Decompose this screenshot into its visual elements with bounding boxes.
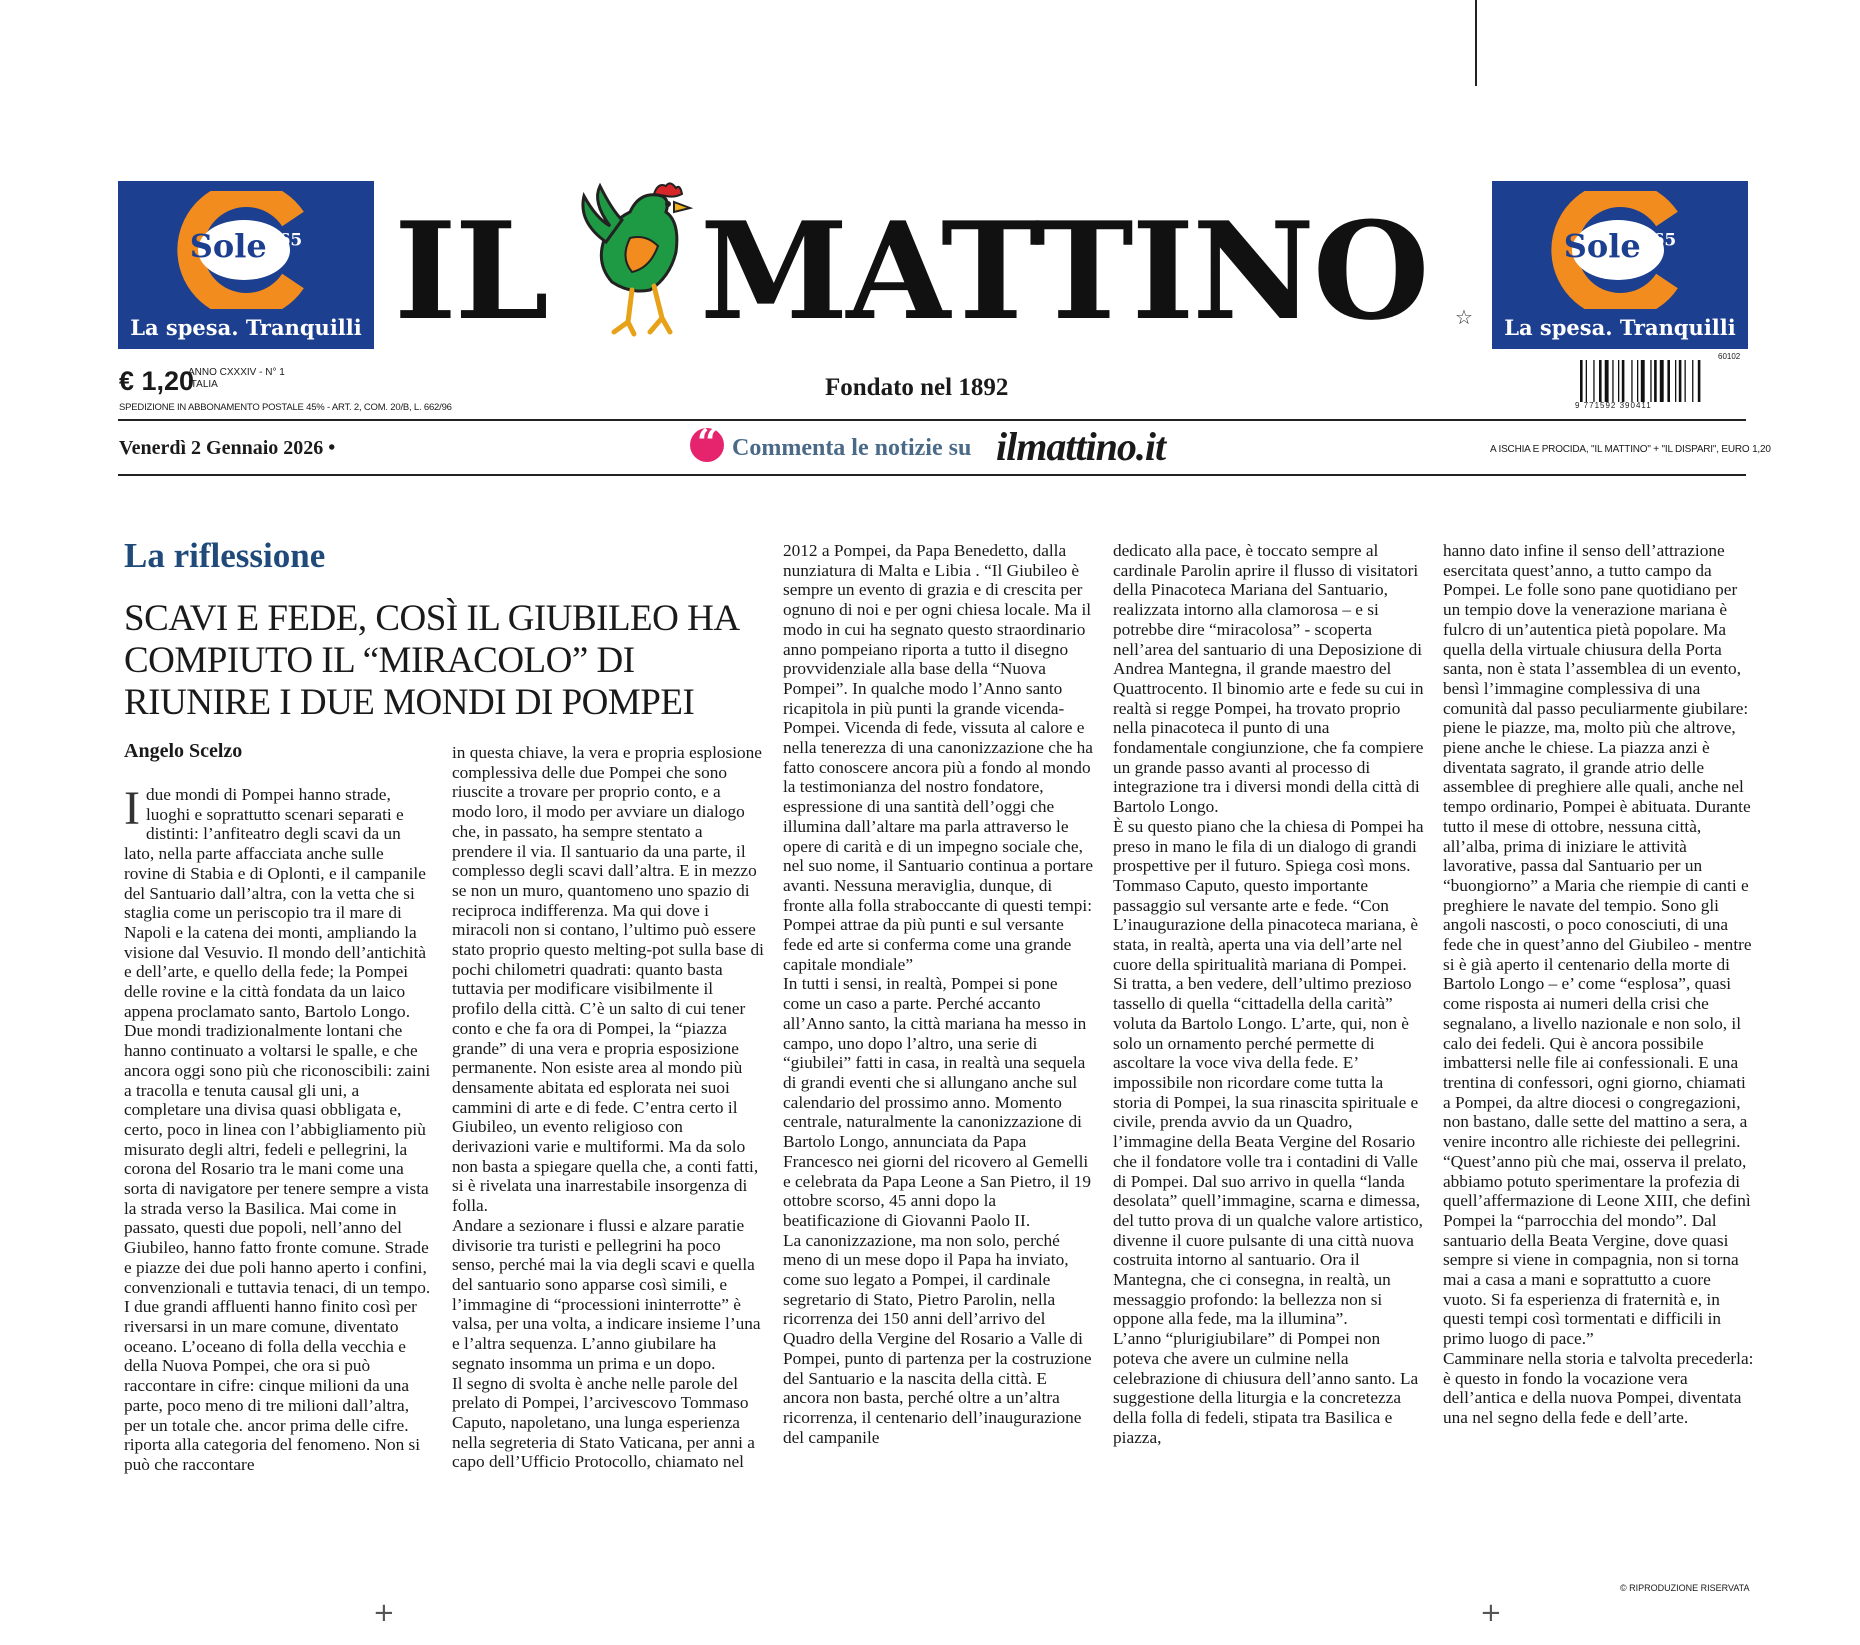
header-rule-bottom xyxy=(118,474,1746,476)
masthead-il: IL xyxy=(394,192,547,350)
article-column-3 xyxy=(783,541,1095,1593)
rooster-logo-icon xyxy=(570,182,705,342)
ad-sole365-left[interactable] xyxy=(118,181,374,349)
paragraph: L’anno “plurigiubilare” di Pompei non poteva che avere un culmine nella celebrazione di chiusura dell’anno santo. La suggestione della liturgia e la concretezza della folla di fedeli, stipata tra Basilica e piazza, xyxy=(1113,1329,1419,1447)
article-headline: SCAVI E FEDE, COSÌ IL GIUBILEO HA COMPIUTO IL “MIRACOLO” DI RIUNIRE I DUE MONDI DI POMPEI xyxy=(124,598,738,723)
site-link[interactable]: ilmattino.it xyxy=(996,424,1166,469)
paragraph: due mondi di Pompei hanno strade, luoghi e soprattutto scenari separati e distinti: l’anfiteatro degli scavi da un lato, nella parte affacciata anche sulle rovine di Stabia e di Oplonti, e il campanile del Santuario dall’altra, con la vetta che si staglia come un periscopio tra il mare di Napoli e la catena dei monti, ampliando la visione dal Vesuvio. Il mondo dell’antichità e dell’arte, e quello della fede; la Pompei delle rovine e la città fondata da un laico appena proclamato santo, Bartolo Longo. Due mondi tradizionalmente lontani che hanno continuato a voltarsi le spalle, e che ancora oggi sono più che riconoscibili: zaini a tracolla e tenuta causal gli uni, a completare una divisa quasi obbligata e, certo, poco in linea con l’abbigliamento più misurato degli altri, fedeli e pellegrini, la corona del Rosario tra le mani come una sorta di navigatore per tenere sempre a vista la strada verso la Basilica. Mai come in passato, questi due popoli, nell’anno del Giubileo, hanno fatto fronte comune. Strade e piazze dei due poli hanno aperto i confini, convenzionali e tuttavia tenaci, di un tempo. I due grandi affluenti hanno finito così per riversarsi in un mare comune, diventato oceano. L’oceano di folla della vecchia e della Nuova Pompei, che ora si può raccontare in cifre: cinque milioni da una parte, poco meno di tre milioni dall’altra, per un totale che. ancor prima delle cifre. riporta alla categoria del fenomeno. Non si può che raccontare xyxy=(124,785,431,1474)
anno-info xyxy=(188,367,285,391)
ad-tagline: La spesa. Tranquilli xyxy=(130,315,362,340)
paragraph: Camminare nella storia e talvolta precederla: è questo in fondo la vocazione vera dell’antica e della nuova Pompei, diventata una nel segno della fede e dell’arte. xyxy=(1443,1348,1754,1427)
drop-cap: I xyxy=(124,785,140,835)
registration-mark-icon: + xyxy=(373,1598,395,1628)
paragraph: dedicato alla pace, è toccato sempre al cardinale Parolin aprire il flusso di visitatori della Pinacoteca Mariana del Santuario, realizzata intorno alla clamorosa – e si potrebbe dire “miracolosa” - scoperta nell’area del santuario di una Deposizione di Andrea Mantegna, il grande maestro del Quattrocento. Il binomio arte e fede su cui in realtà si regge Pompei, ha trovato proprio nella pinacoteca il punto di una fondamentale congiunzione, che fa compiere un grande passo avanti al processo di integrazione tra i diversi mondi della città di Bartolo Longo. xyxy=(1113,541,1424,817)
article-byline: Angelo Scelzo xyxy=(124,740,243,762)
article-kicker: La riflessione xyxy=(124,536,326,575)
comment-icon[interactable] xyxy=(690,428,724,462)
copyright-note: © RIPRODUZIONE RISERVATA xyxy=(1620,1583,1750,1593)
paragraph: In tutti i sensi, in realtà, Pompei si pone come un caso a parte. Perché accanto all’Anno santo, la città mariana ha messo in campo, uno dopo l’altro, una serie di “giubilei” fatti in casa, in realtà una sequela di grandi eventi che si allungano anche sul calendario del prossimo anno. Momento centrale, naturalmente la canonizzazione di Bartolo Longo, annunciata da Papa Francesco nei giorni del ricovero al Gemelli e celebrata da Papa Leone a San Pietro, il 19 ottobre scorso, 45 anni dopo la beatificazione di Giovanni Paolo II. xyxy=(783,974,1092,1230)
paragraph: È su questo piano che la chiesa di Pompei ha preso in mano le fila di un dialogo di grandi prospettive per il futuro. Spiega così mons. Tommaso Caputo, questo importante passaggio sul versante arte e fede. “Con L’inaugurazione della pinacoteca mariana, è stata, in realtà, aperta una via dell’arte nel cuore della spiritualità mariana di Pompei. Si tratta, a ben vedere, dell’ultimo prezioso tassello di quella “cittadella della carità” voluta da Bartolo Longo. L’arte, qui, non è solo un ornamento perché permette di ascoltare la voce viva della fede. E’ impossibile non ricordare come tutta la storia di Pompei, la sua rinascita spirituale e civile, prenda avvio da un Quadro, l’immagine della Beata Vergine del Rosario che il fondatore volle tra i contadini di Valle di Pompei. Dal suo arrivo in quella “landa desolata” quell’immagine, scarna e dimessa, del tutto prova di un qualche valore artistico, divenne il cuore pulsante di una città nuova costruita intorno al santuario. Ora il Mantegna, che ci consegna, in realtà, un messaggio profondo: la bellezza non si oppone alla fede, ma la illumina”. xyxy=(1113,816,1424,1329)
header-rule-top xyxy=(118,419,1746,421)
paragraph: Il segno di svolta è anche nelle parole del prelato di Pompei, l’arcivescovo Tommaso Caputo, napoletano, una lunga esperienza nella segreteria di Stato Vaticana, per anni a capo dell’Ufficio Protocollo, chiamato nel xyxy=(452,1373,755,1472)
ad-sole365-right[interactable] xyxy=(1492,181,1748,349)
comment-link-text[interactable]: Commenta le notizie su xyxy=(732,435,972,461)
price: € 1,20 xyxy=(119,366,195,396)
country-line: ITALIA xyxy=(188,379,218,390)
article-column-5 xyxy=(1443,541,1755,1593)
ad-tagline: La spesa. Tranquilli xyxy=(1504,315,1736,340)
founded-line: Fondato nel 1892 xyxy=(825,374,1009,401)
ischia-price-note: A ISCHIA E PROCIDA, "IL MATTINO" + "IL DISPARI", EURO 1,20 xyxy=(1490,444,1771,455)
ad-brand: Sole$^{365}$ xyxy=(189,227,303,265)
article-column-4 xyxy=(1113,541,1425,1593)
paragraph: in questa chiave, la vera e propria esplosione complessiva delle due Pompei che sono riuscite a trovare per proprio conto, e a modo loro, il modo per avviare un dialogo che, in passato, ha sempre stentato a prendere il via. Il santuario da una parte, il complesso degli scavi dall’altra. E in mezzo se non un muro, quantomeno uno spazio di reciproca indifferenza. Ma qui dove i miracoli non si contano, l’ultimo può essere stato proprio questo melting-pot sulla base di pochi chilometri quadrati: quanto basta tuttavia per modificare visibilmente il profilo della città. C’è un salto di cui tener conto e che fa ora di Pompei, la “piazza grande” di una vera e propria esposizione permanente. Non esiste area al mondo più densamente abitata ed esplorata nei suoi cammini di arte e di fede. C’entra certo il Giubileo, un evento religioso con derivazioni varie e multiformi. Ma da solo non basta a spiegare quella che, a conti fatti, si è rivelata una inarrestabile insorgenza di folla. xyxy=(452,743,764,1216)
paragraph: hanno dato infine il senso dell’attrazione esercitata quest’anno, a tutto campo da Pompei. Le folle sono pane quotidiano per un tempio dove la venerazione mariana è fulcro di un’autentica pietà popolare. Ma quella della virtuale chiusura della Porta santa, non è stata l’assemblea di un evento, bensì l’immagine complessiva di una comunità dal passo peculiarmente giubilare: piene le piazze, ma, molto più che altrove, piene anche le chiese. La piazza anzi è diventata sagrato, il grande atrio delle assemblee di preghiere alle quali, anche nel tempo ordinario, Pompei è abituata. Durante tutto il mese di ottobre, nessuna città, all’alba, prima di iniziare le attività lavorative, passa dal Santuario per un “buongiorno” a Maria che riempie di canti e preghiere le navate del tempio. Sono gli angoli nascosti, o poco conosciuti, di una fede che in quest’anno del Giubileo - mentre si è già aperto il centenario della morte di Bartolo Longo – e’ come “esplosa”, quasi come risposta ai numeri della crisi che segnalano, a livello nazionale e non solo, il calo dei fedeli. Qui è ancora possibile imbattersi nelle file ai confessionali. E una trentina di confessori, ogni giorno, chiamati a Pompei, da altre diocesi o congregazioni, non bastano, dalle sette del mattino a sera, a venire incontro alle richieste dei pellegrini. “Quest’anno più che mai, osserva il prelato, abbiamo potuto sperimentare la profezia di quell’affermazione di Leone XIII, che definì Pompei la “parrocchia del mondo”. Dal santuario della Beata Vergine, dove quasi sempre si viene in compagnia, non si torna mai a casa a mani e soprattutto a cuore vuoto. Si fa esperienza di fraternità e, in questi tempi così tormentati e difficili in primo luogo di pace.” xyxy=(1443,541,1752,1349)
paragraph: 2012 a Pompei, da Papa Benedetto, dalla nunziatura di Malta e Libia . “Il Giubileo è sempre un evento di grazia e di crescita per ognuno di noi e per ogni chiesa locale. Ma il modo in cui ha segnato questo straordinario anno pompeiano riporta a tutto il disegno provvidenziale alla base della “Nuova Pompei”. In qualche modo l’Anno santo ricapitola in più punti la grande vicenda- Pompei. Vicenda di fede, vissuta al calore e nella tenerezza di una canonizzazione che ha fatto conoscere ancora più a fondo al mondo la testimonianza del nostro fondatore, espressione di una santità dell’oggi che illumina dall’altare ma parla attraverso le opere di carità e di un impegno sociale che, nel suo nome, il Santuario continua a portare avanti. Nessuna meraviglia, dunque, di fronte alla folla straboccante di questi tempi: Pompei attrae da più punti e sul versante fede ed arte si conferma come una grande capitale mondiale” xyxy=(783,541,1094,974)
article-column-2 xyxy=(452,743,764,1593)
postal-notice: SPEDIZIONE IN ABBONAMENTO POSTALE 45% - ART. 2, COM. 20/B, L. 662/96 xyxy=(119,402,452,413)
ad-brand: Sole$^{365}$ xyxy=(1563,227,1677,265)
registration-mark-icon: + xyxy=(1480,1598,1502,1628)
barcode-number: 9 771592 390411 xyxy=(1575,401,1652,410)
issue-date: Venerdì 2 Gennaio 2026 • xyxy=(119,437,336,459)
article-column-1 xyxy=(124,785,431,1595)
crop-mark-line xyxy=(1475,0,1477,86)
anno-line: ANNO CXXXIV - N° 1 xyxy=(188,367,285,378)
masthead xyxy=(390,182,1480,350)
barcode-code: 60102 xyxy=(1718,352,1741,361)
paragraph: Andare a sezionare i flussi e alzare paratie divisorie tra turisti e pellegrini ha poco senso, perché mai la via degli scavi e quella del santuario sono apparse così simili, e l’immagine di “processioni ininterrotte” è valsa, per una volta, a indicare insieme l’una e l’altra sequenza. L’anno giubilare ha segnato insomma un prima e un dopo. xyxy=(452,1215,761,1373)
star-icon: ☆ xyxy=(1455,307,1473,329)
masthead-mattino: MATTINO xyxy=(700,192,1428,350)
paragraph: La canonizzazione, ma non solo, perché meno di un mese dopo il Papa ha inviato, come suo legato a Pompei, il cardinale segretario di Stato, Pietro Parolin, nella ricorrenza dei 150 anni dell’arrivo del Quadro della Vergine del Rosario a Valle di Pompei, punto di partenza per la costruzione del Santuario e la nascita della città. E ancora non basta, perché oltre a un’altra ricorrenza, il centenario dell’inaugurazione del campanile xyxy=(783,1230,1092,1447)
